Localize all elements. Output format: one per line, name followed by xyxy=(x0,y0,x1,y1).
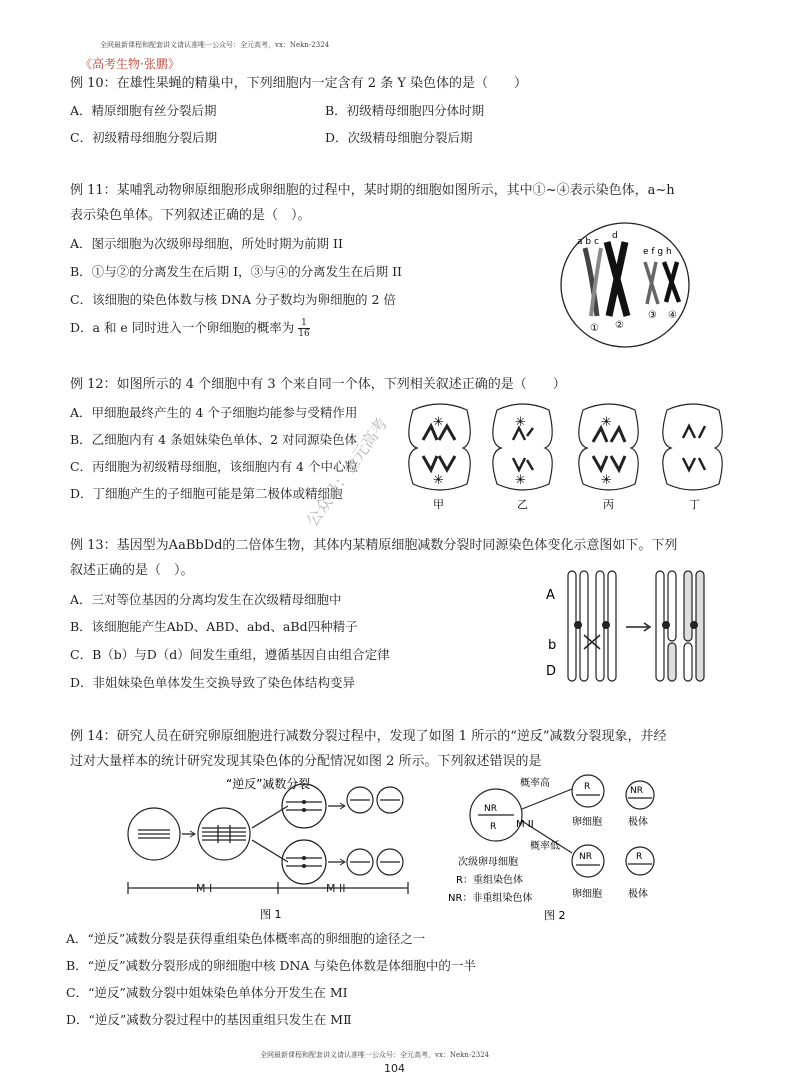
svg-text:R: R xyxy=(636,852,643,862)
svg-text:✳: ✳ xyxy=(433,473,444,488)
q11-fraction xyxy=(298,318,309,339)
fig2-egg-label-1: 卵细胞 xyxy=(572,817,602,828)
svg-text:R: R xyxy=(584,782,591,792)
fig1-caption: 图 1 xyxy=(260,908,282,921)
chromatid-labels-abc: a b c xyxy=(577,237,599,247)
q13-option-d: D．非姐妹染色单体发生交换导致了染色体结构变异 xyxy=(70,675,356,690)
q11-option-b: B．①与②的分离发生在后期 I，③与④的分离发生在后期 II xyxy=(70,264,402,279)
label-jia: 甲 xyxy=(433,498,444,511)
q12-option-a: A．甲细胞最终产生的 4 个子细胞均能参与受精作用 xyxy=(70,405,358,420)
header-note: 全网最新课程和配套讲义请认准唯一公众号：全元高考，vx：Nekn-2324 xyxy=(100,41,330,49)
q11-option-d-text: D．a 和 e 同时进入一个卵细胞的概率为 xyxy=(70,320,295,335)
chromatid-label-d: d xyxy=(612,231,618,241)
q11-option-a: A．图示细胞为次级卵母细胞，所处时期为前期 II xyxy=(70,236,343,251)
q13-option-a: A．三对等位基因的分离均发生在次级精母细胞中 xyxy=(70,592,342,607)
q13-option-b: B．该细胞能产生AbD、ABD、abd、aBd四种精子 xyxy=(70,619,358,634)
fraction-denominator: 16 xyxy=(298,329,310,339)
fig1-cell-2 xyxy=(198,808,250,860)
fig2-secondary-oocyte-label: 次级卵母细胞 xyxy=(458,857,518,868)
fig1-label-m1: M I xyxy=(196,882,213,895)
fig2-r-label: R xyxy=(490,822,497,832)
chromatid-labels-efgh: e f g h xyxy=(643,247,672,257)
label-chr3: ③ xyxy=(648,310,657,321)
fig1-label-m2: M II xyxy=(326,882,346,895)
footer-note: 全网最新课程和配套讲义请认准唯一公众号：全元高考，vx：Nekn-2324 xyxy=(260,1051,490,1059)
q12-stem: 例 12：如图所示的 4 个细胞中有 3 个来自同一个体，下列相关叙述正确的是（ ） xyxy=(70,377,566,392)
fig1-cell-4 xyxy=(282,840,326,884)
q12-option-b: B．乙细胞内有 4 条姐妹染色单体、2 对同源染色体 xyxy=(70,432,358,447)
gene-label-A: A xyxy=(546,588,555,603)
svg-text:NR: NR xyxy=(630,786,643,796)
fraction-numerator: 1 xyxy=(298,318,309,329)
label-chr1: ① xyxy=(590,323,599,334)
q13-stem-line2: 叙述正确的是（ ）。 xyxy=(70,563,194,578)
q14-figure-1 xyxy=(118,772,428,924)
fig2-caption: 图 2 xyxy=(544,909,566,922)
q13-stem-line1: 例 13：基因型为AaBbDd的二倍体生物，其体内某精原细胞减数分裂时同源染色体变化示意图如下。下列 xyxy=(70,538,678,553)
q11-stem-line1: 例 11：某哺乳动物卵原细胞形成卵细胞的过程中，某时期的细胞如图所示，其中①~④表示染色体，a~h xyxy=(70,183,675,198)
fig2-legend-nr: NR：非重组染色体 xyxy=(448,893,533,904)
q14-option-a: A．“逆反”减数分裂是获得重组染色体概率高的卵细胞的途径之一 xyxy=(66,931,426,946)
q10-stem: 例 10：在雄性果蝇的精巢中，下列细胞内一定含有 2 条 Y 染色体的是（ ） xyxy=(70,76,528,91)
fig2-mii: M II xyxy=(516,819,534,830)
fig2-egg-label-2: 卵细胞 xyxy=(572,889,602,900)
svg-text:✳: ✳ xyxy=(601,473,612,488)
svg-text:✳: ✳ xyxy=(515,415,526,430)
q11-stem-line2: 表示染色单体。下列叙述正确的是（ ）。 xyxy=(70,208,311,223)
fig2-prob-low: 概率低 xyxy=(530,841,560,852)
q14-stem-line2: 过对大量样本的统计研究发现其染色体的分配情况如图 2 所示。下列叙述错误的是 xyxy=(70,754,542,769)
label-chr4: ④ xyxy=(668,310,677,321)
q11-option-c: C．该细胞的染色体数与核 DNA 分子数均为卵细胞的 2 倍 xyxy=(70,292,396,307)
label-ding: 丁 xyxy=(689,498,700,511)
svg-text:✳: ✳ xyxy=(433,415,444,430)
q14-stem-line1: 例 14：研究人员在研究卵原细胞进行减数分裂过程中，发现了如图 1 所示的“逆反”减数分裂现象，并经 xyxy=(70,729,667,744)
q11-cell-figure xyxy=(555,218,695,353)
fig1-timeline xyxy=(128,882,408,894)
q10-option-b: B．初级精母细胞四分体时期 xyxy=(325,103,485,118)
q10-option-c: C．初级精母细胞分裂后期 xyxy=(70,130,218,145)
page-number: 104 xyxy=(384,1062,405,1075)
q13-crossover-figure xyxy=(540,565,720,690)
fig2-nr-label: NR xyxy=(484,804,497,814)
gene-label-b: b xyxy=(548,638,557,653)
gene-label-D: D xyxy=(546,664,557,679)
q11-option-d xyxy=(70,318,310,339)
q14-option-d: D．“逆反”减数分裂过程中的基因重组只发生在 MⅡ xyxy=(66,1012,352,1027)
q12-option-c: C．丙细胞为初级精母细胞，该细胞内有 4 个中心粒 xyxy=(70,459,358,474)
q12-option-d: D．丁细胞产生的子细胞可能是第二极体或精细胞 xyxy=(70,486,343,501)
label-yi: 乙 xyxy=(517,498,528,511)
q10-option-a: A．精原细胞有丝分裂后期 xyxy=(70,103,217,118)
fig2-legend-r: R：重组染色体 xyxy=(456,875,523,886)
fig2-polar-label-1: 极体 xyxy=(628,817,648,828)
q14-option-c: C．“逆反”减数分裂中姐妹染色单体分开发生在 MI xyxy=(66,985,348,1000)
label-bing: 丙 xyxy=(603,498,614,511)
tetrad-after xyxy=(656,571,704,681)
q13-option-c: C．B（b）与D（d）间发生重组，遵循基因自由组合定律 xyxy=(70,647,390,662)
svg-text:✳: ✳ xyxy=(601,415,612,430)
fig1-title: “逆反”减数分裂 xyxy=(226,777,311,791)
watermark: 公众号：全元高考 xyxy=(302,414,392,530)
tetrad-before xyxy=(568,571,616,681)
fig2-prob-high: 概率高 xyxy=(520,778,550,789)
cell-ding xyxy=(663,404,722,490)
q14-option-b: B．“逆反”减数分裂形成的卵细胞中核 DNA 与染色体数是体细胞中的一半 xyxy=(66,958,476,973)
q14-figure-2 xyxy=(448,773,680,925)
svg-text:NR: NR xyxy=(579,852,592,862)
q10-option-d: D．次级精母细胞分裂后期 xyxy=(325,130,473,145)
q12-cells-figure xyxy=(395,396,725,512)
svg-text:✳: ✳ xyxy=(515,473,526,488)
series-tag: 《高考生物·张鹏》 xyxy=(80,57,180,71)
label-chr2: ② xyxy=(615,320,624,331)
fig2-polar-label-2: 极体 xyxy=(628,889,648,900)
